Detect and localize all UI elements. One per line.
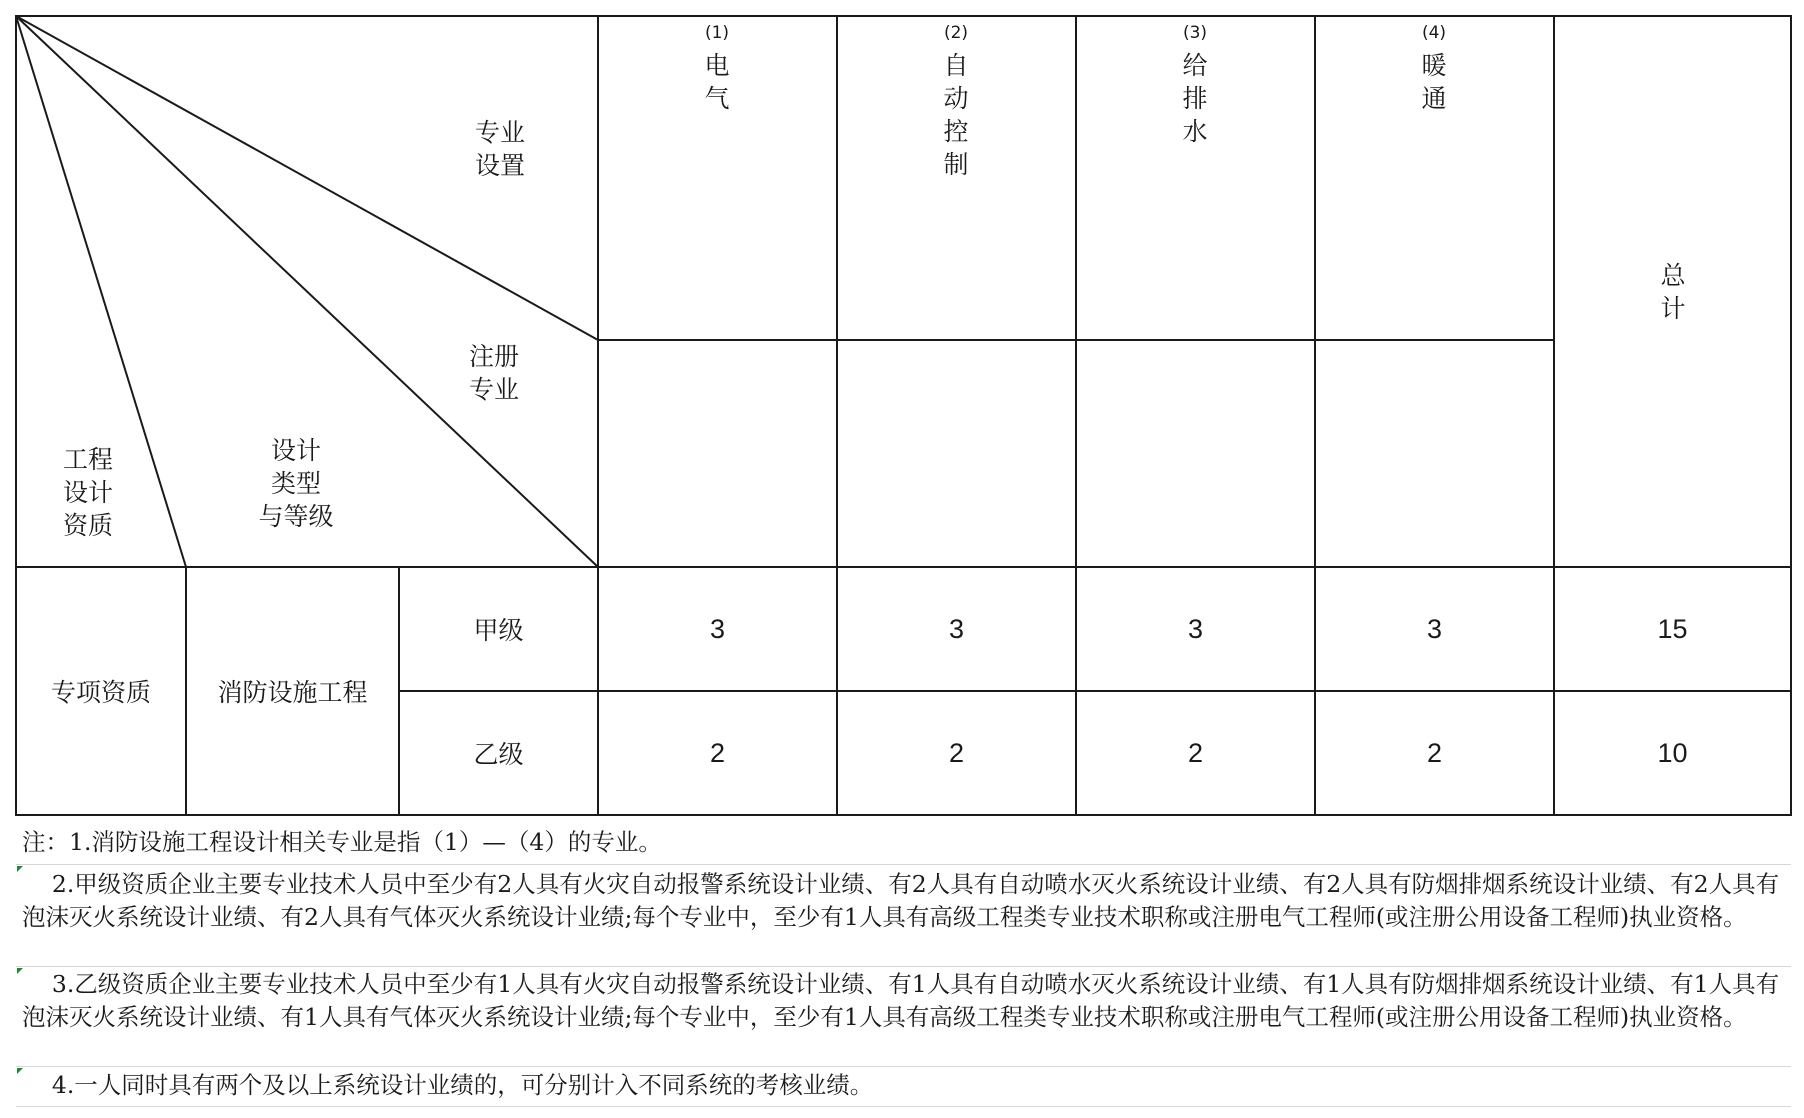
table-border-right [1790, 15, 1792, 816]
table-border-bottom [15, 814, 1792, 816]
project-cell: 消防设施工程 [217, 678, 368, 707]
col-4-name: 暖 通 [1421, 51, 1447, 113]
row-1-col-2: 3 [948, 613, 965, 644]
label-specialty-setting: 专业 设置 [474, 118, 525, 180]
total-header: 总 计 [1660, 261, 1686, 323]
row-1-col-4: 3 [1426, 613, 1443, 644]
col-3-name: 给 排 水 [1182, 51, 1208, 146]
label-engineering-design-qualification: 工程 设计 资质 [62, 445, 113, 540]
label-design-type-grade: 设计 类型 与等级 [258, 436, 334, 531]
row-2-col-3: 2 [1187, 737, 1204, 768]
note-4: 4.一人同时具有两个及以上系统设计业绩的，可分别计入不同系统的考核业绩。 [22, 1071, 874, 1099]
note-separator-1 [16, 864, 1791, 865]
note-separator-4 [16, 1106, 1791, 1107]
note-separator-2 [16, 966, 1791, 967]
row-2-col-4: 2 [1426, 737, 1443, 768]
row-1-col-3: 3 [1187, 613, 1204, 644]
col-3-number: (3) [1182, 23, 1208, 43]
note-1: 注：1.消防设施工程设计相关专业是指（1）—（4）的专业。 [22, 828, 662, 856]
row-2-col-2: 2 [948, 737, 965, 768]
row-2-total: 10 [1657, 737, 1688, 768]
row-1-col-1: 3 [709, 613, 726, 644]
grade-cell-jia: 甲级 [473, 616, 524, 645]
note-3: 3.乙级资质企业主要专业技术人员中至少有1人具有火灾自动报警系统设计业绩、有1人具有自动喷水灭火系统设计业绩、有1人具有防烟排烟系统设计业绩、有1人具有泡沫灭火系统设计业绩、有1人具有气体灭火系统设计业绩;每个专业中，至少有1人具有高级工程类专业技术职称或注册电气工程师(或注册公用设备工程师)执业资格。 [22, 970, 1780, 1031]
row-2-col-1: 2 [709, 737, 726, 768]
col-2-number: (2) [943, 23, 969, 43]
col-1-name: 电 气 [704, 51, 730, 113]
col-2-name: 自 动 控 制 [943, 51, 969, 179]
note-separator-3 [16, 1066, 1791, 1067]
qualification-cell: 专项资质 [50, 678, 151, 707]
col-1-number: (1) [704, 23, 730, 43]
label-registered-specialty: 注册 专业 [468, 342, 519, 404]
col-4-number: (4) [1421, 23, 1447, 43]
grade-cell-yi: 乙级 [473, 740, 524, 769]
row-1-total: 15 [1657, 613, 1688, 644]
note-2: 2.甲级资质企业主要专业技术人员中至少有2人具有火灾自动报警系统设计业绩、有2人具有自动喷水灭火系统设计业绩、有2人具有防烟排烟系统设计业绩、有2人具有泡沫灭火系统设计业绩、有2人具有气体灭火系统设计业绩;每个专业中，至少有1人具有高级工程类专业技术职称或注册电气工程师(或注册公用设备工程师)执业资格。 [22, 870, 1780, 931]
